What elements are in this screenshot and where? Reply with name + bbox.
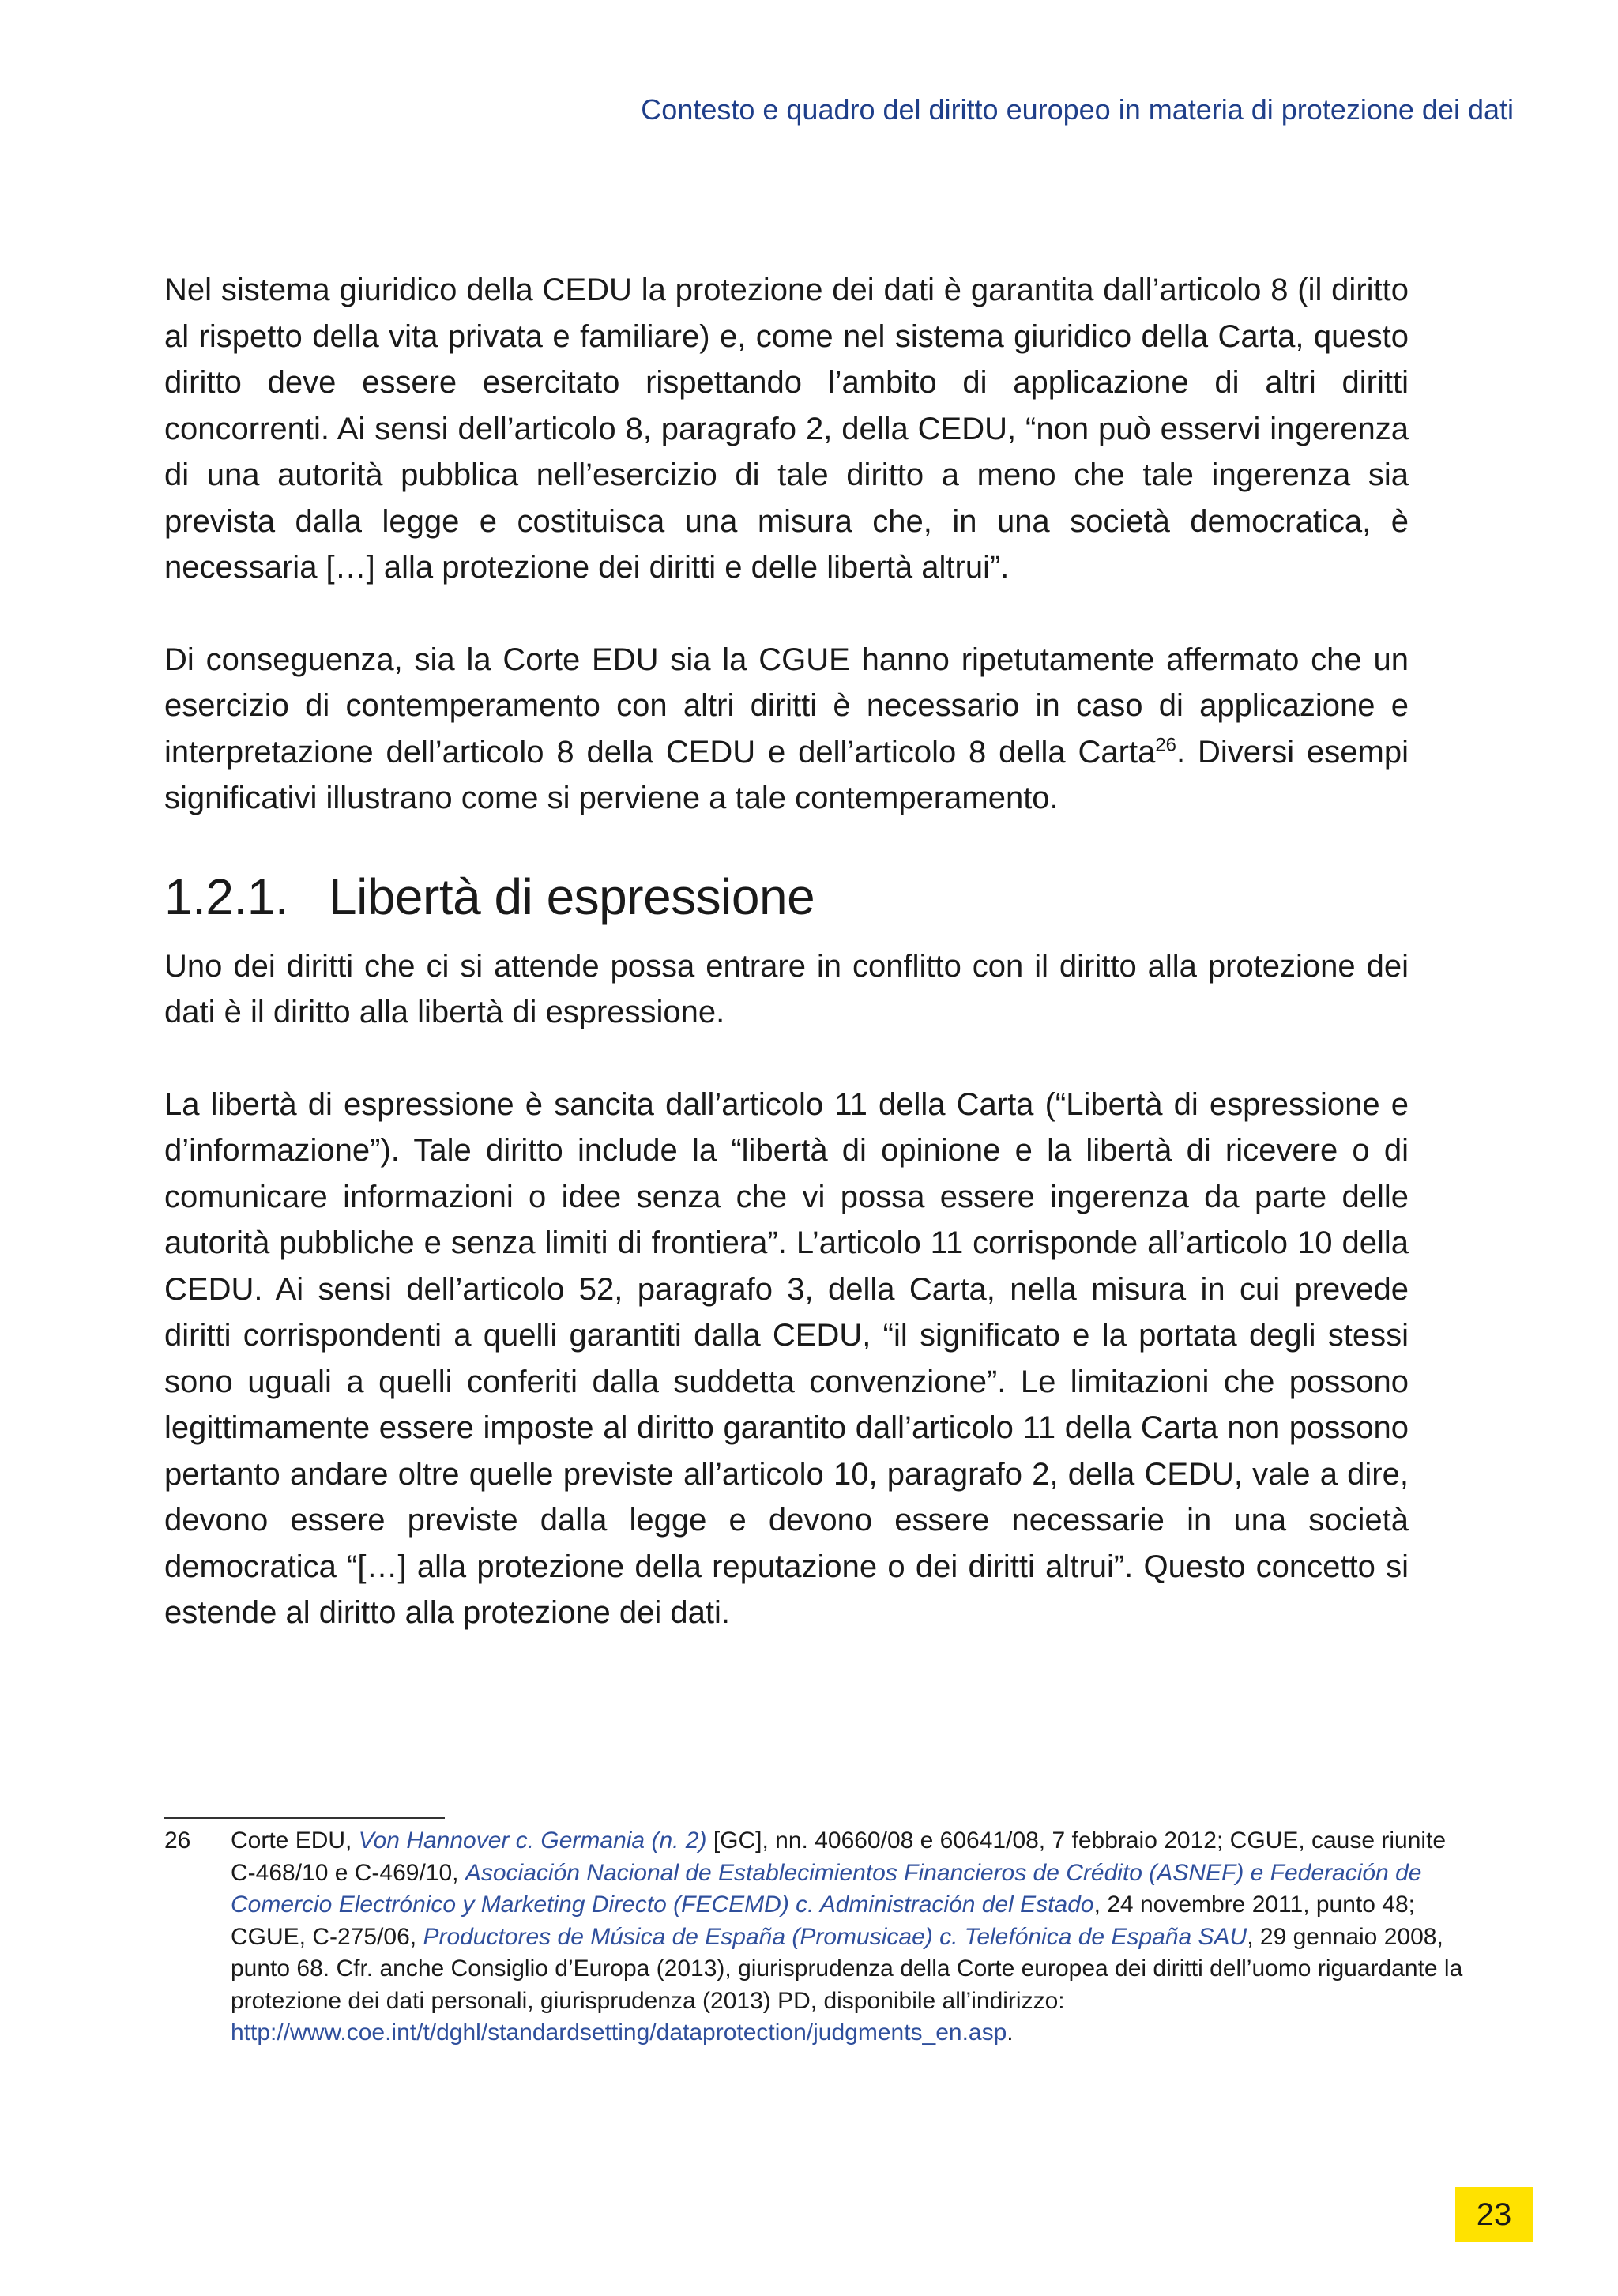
footnote-text [231,1825,1463,2049]
case-link-von-hannover[interactable]: Von Hannover c. Germania (n. 2) [358,1827,707,1854]
footnote-text-part: [GC], nn. 40660/08 e 60641/08, 7 febbraio 2012; CGUE, cause riunite C-468/10 e C-469/10, [231,1827,1447,1886]
case-link-promusicae[interactable]: Productores de Música de España (Promusicae) c. Telefónica de España SAU [423,1923,1247,1950]
running-header: Contesto e quadro del diritto europeo in materia di protezione dei dati [641,93,1514,126]
paragraph-article-11: La libertà di espressione è sancita dall’articolo 11 della Carta (“Libertà di espressione e d’informazione”). Tale diritto include la “libertà di opinione e la libertà di ricevere o di comunicare informazioni o idee senza che vi possa essere ingerenza da parte delle autorità pubbliche e senza limiti di frontiera”. L’articolo 11 corrisponde all’articolo 10 della CEDU. Ai sensi dell’articolo 52, paragrafo 3, della Carta, nella misura in cui prevede diritti corrispondenti a quelli garantiti dalla CEDU, “il significato e la portata degli stessi sono uguali a quelli conferiti dalla suddetta convenzione”. Le limitazioni che possono legittimamente essere imposte al diritto garantito dall’articolo 11 della Carta non possono pertanto andare oltre quelle previste all’articolo 10, paragrafo 2, della CEDU, vale a dire, devono essere previste dalla legge e devono essere necessarie in una società democratica “[…] alla protezione della reputazione o dei diritti altrui”. Questo concetto si estende al diritto alla protezione dei dati. [164,1086,1409,1630]
section-number: 1.2.1. [164,868,289,925]
footnote-text-part: , 29 gennaio 2008, punto 68. Cfr. anche Consiglio d’Europa (2013), giurisprudenza della Corte europea dei diritti dell’uomo riguardante la protezione dei dati personali, giurisprudenza (2013) PD, disponibile all’indirizzo: [231,1923,1463,2014]
main-content [164,267,1409,1636]
footnote-26 [164,1825,1463,2049]
section-title: Libertà di espressione [329,868,815,925]
url-link-coe[interactable]: http://www.coe.int/t/dghl/standardsetting/dataprotection/judgments_en.asp [231,2019,1007,2046]
paragraph-conflict-intro: Uno dei diritti che ci si attende possa entrare in conflitto con il diritto alla protezione dei dati è il diritto alla libertà di espressione. [164,948,1409,1029]
paragraph-text: . Diversi esempi significativi illustrano come si perviene a tale contemperamento. [164,734,1409,815]
footnote-reference[interactable]: 26 [1155,734,1177,756]
footnote-number: 26 [164,1827,191,1854]
footnote-text-part: . [1007,2019,1014,2046]
footnote-text-part: , 24 novembre 2011, punto 48; CGUE, C-275/06, [231,1891,1415,1950]
footnote-text-part: Corte EDU, [231,1827,359,1854]
paragraph-text: Di conseguenza, sia la Corte EDU sia la CGUE hanno ripetutamente affermato che un esercizio di contemperamento con altri diritti è necessario in caso di applicazione e interpretazione dell’articolo 8 della CEDU e dell’articolo 8 della Carta [164,642,1409,770]
paragraph-contemperamento [164,637,1409,822]
section-heading [164,868,1409,926]
paragraph-cedu-article-8: Nel sistema giuridico della CEDU la protezione dei dati è garantita dall’articolo 8 (il diritto al rispetto della vita privata e familiare) e, come nel sistema giuridico della Carta, questo diritto deve essere esercitato rispettando l’ambito di applicazione di altri diritti concorrenti. Ai sensi dell’articolo 8, paragrafo 2, della CEDU, “non può esservi ingerenza di una autorità pubblica nell’esercizio di tale diritto a meno che tale ingerenza sia prevista dalla legge e costituisca una misura che, in una società democratica, è necessaria […] alla protezione dei diritti e delle libertà altrui”. [164,273,1409,585]
page-number: 23 [1455,2187,1533,2242]
case-link-asnef[interactable]: Asociación Nacional de Establecimientos Financieros de Crédito (ASNEF) e Federación de Comercio Electrónico y Marketing Directo (FECEMD) c. Administración del Estado [231,1859,1422,1918]
footnote-divider [164,1817,445,1819]
